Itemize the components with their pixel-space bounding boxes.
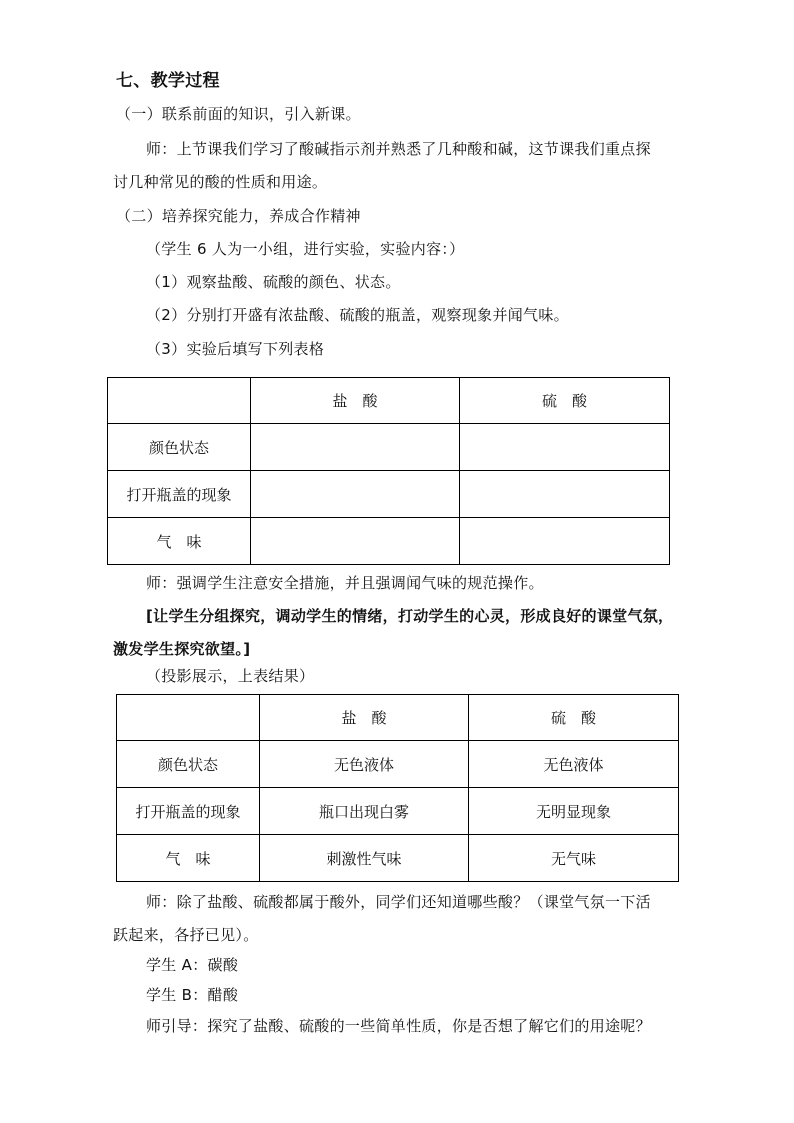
row-label: 颜色状态 [108,424,251,471]
blank-table [107,377,670,565]
table-cell [108,378,251,424]
table-row [108,424,670,471]
results-table [116,694,679,882]
experiment-step: （3）实验后填写下列表格 [146,340,325,358]
row-label: 气 味 [108,518,251,565]
teacher-guide: 师引导：探究了盐酸、硫酸的一些简单性质，你是否想了解它们的用途呢？ [146,1017,651,1035]
part1-heading: （一）联系前面的知识，引入新课。 [116,105,361,123]
experiment-step: （1）观察盐酸、硫酸的颜色、状态。 [146,273,401,291]
row-label: 打开瓶盖的现象 [108,471,251,518]
table-row [117,788,679,835]
table-row [108,471,670,518]
table-header-cell: 盐 酸 [260,695,469,741]
table-header-cell: 硫 酸 [469,695,679,741]
table-cell [460,471,670,518]
table-cell [251,518,460,565]
row-label: 打开瓶盖的现象 [117,788,260,835]
table-cell: 刺激性气味 [260,835,469,882]
table-header-row [108,378,670,424]
table-cell [117,695,260,741]
table-header-row [117,695,679,741]
table-cell: 无气味 [469,835,679,882]
table-header-cell: 硫 酸 [460,378,670,424]
table-cell [460,424,670,471]
experiment-step: （2）分别打开盛有浓盐酸、硫酸的瓶盖，观察现象并闻气味。 [146,306,569,324]
paragraph-line: 讨几种常见的酸的性质和用途。 [113,173,328,191]
part2-heading: （二）培养探究能力，养成合作精神 [116,207,361,225]
table-row [108,518,670,565]
table-cell [460,518,670,565]
table-cell: 无色液体 [260,741,469,788]
bracket-note-line: 激发学生探究欲望。] [113,640,251,658]
paragraph-line: 师：上节课我们学习了酸碱指示剂并熟悉了几种酸和碱，这节课我们重点探 [146,140,651,158]
projection-note: （投影展示，上表结果） [146,667,315,685]
table-cell: 无色液体 [469,741,679,788]
table-cell: 瓶口出现白雾 [260,788,469,835]
student-answer: 学生 B：醋酸 [146,986,239,1004]
student-answer: 学生 A：碳酸 [146,956,239,974]
teacher-note: 师：强调学生注意安全措施，并且强调闻气味的规范操作。 [146,574,544,592]
table-header-cell: 盐 酸 [251,378,460,424]
row-label: 气 味 [117,835,260,882]
experiment-intro: （学生 6 人为一小组，进行实验，实验内容：） [146,240,465,258]
bracket-note-line: [让学生分组探究，调动学生的情绪，打动学生的心灵，形成良好的课堂气氛， [146,607,674,625]
question-line: 师：除了盐酸、硫酸都属于酸外，同学们还知道哪些酸？（课堂气氛一下活 [146,893,651,911]
table-cell: 无明显现象 [469,788,679,835]
row-label: 颜色状态 [117,741,260,788]
table-row [117,741,679,788]
table-cell [251,471,460,518]
section-title: 七、教学过程 [116,71,220,91]
table-cell [251,424,460,471]
question-line: 跃起来，各抒已见）。 [113,926,259,944]
table-row [117,835,679,882]
